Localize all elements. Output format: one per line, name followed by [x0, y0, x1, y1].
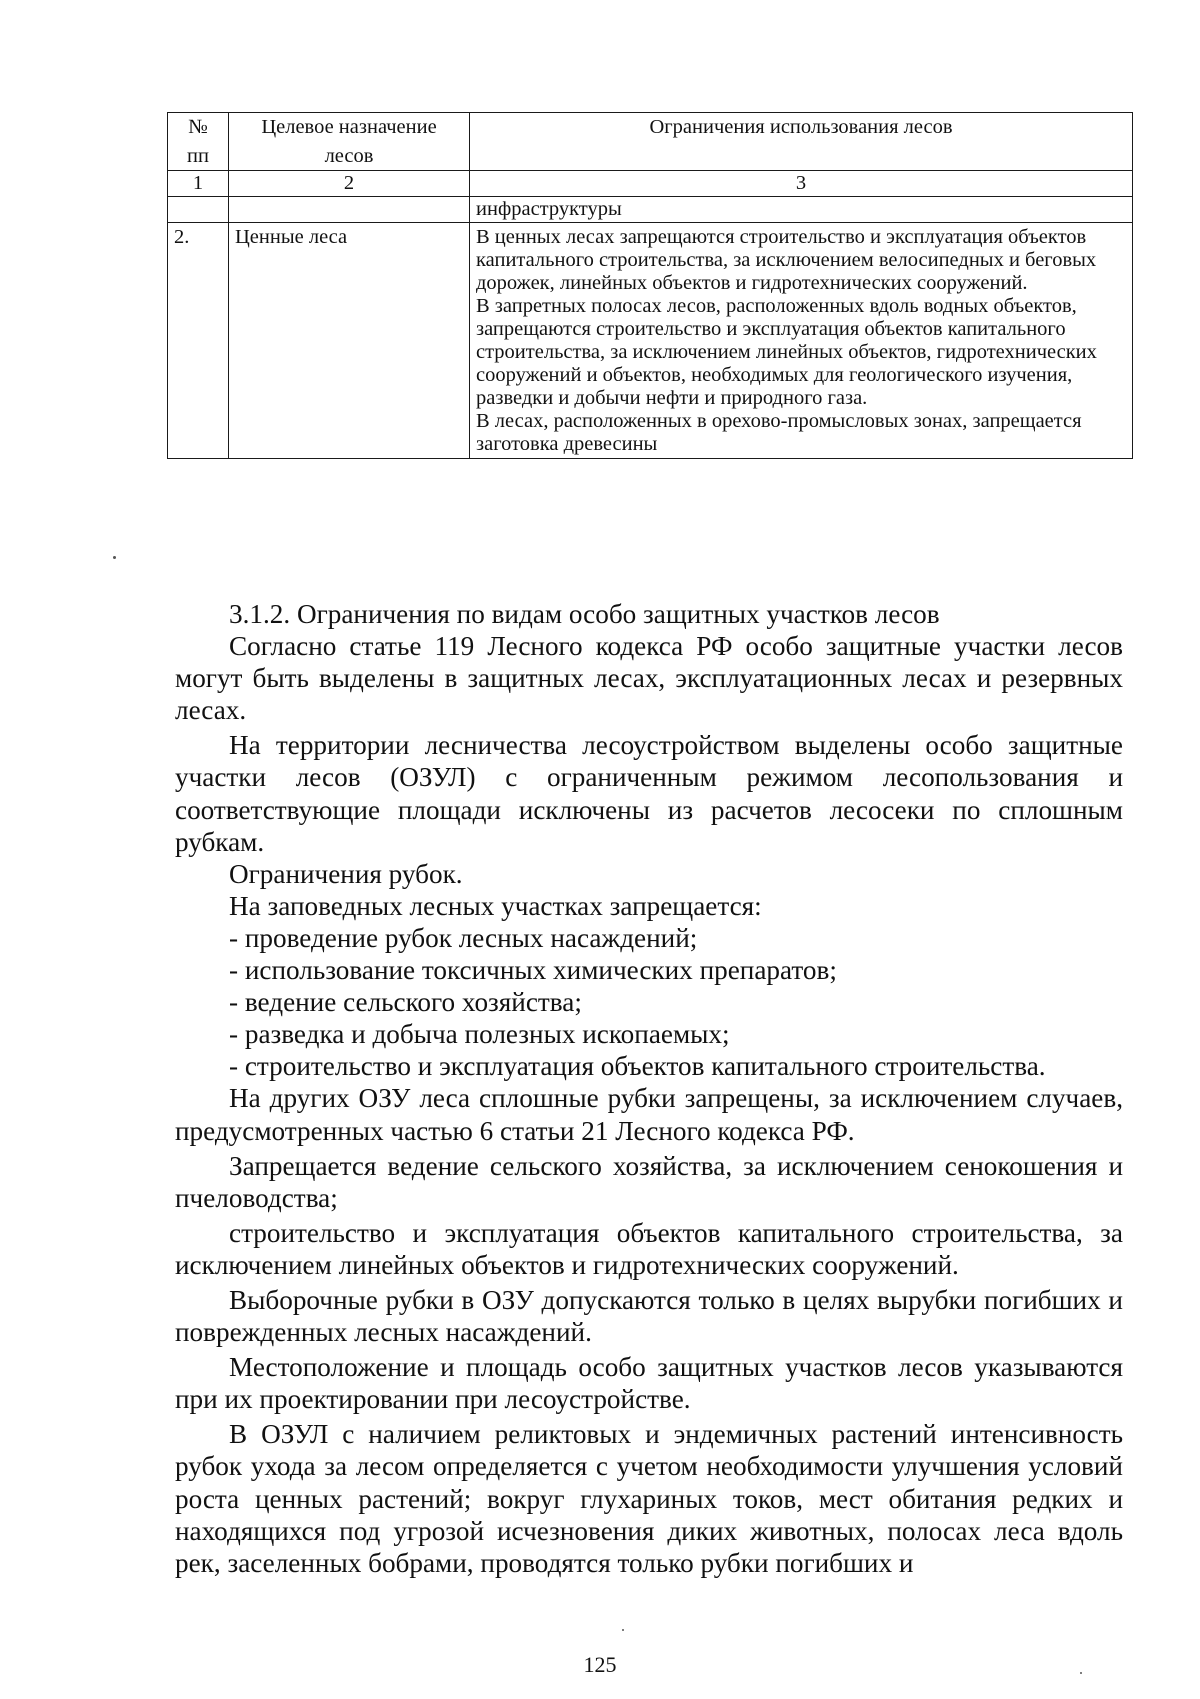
list-item: - ведение сельского хозяйства;: [229, 987, 582, 1018]
continuation-text: инфраструктуры: [470, 197, 1133, 223]
header-number: № пп: [168, 113, 229, 171]
table-row: [168, 223, 1133, 459]
list-item: - строительство и эксплуатация объектов капитального строительства.: [229, 1051, 1046, 1082]
restriction-text: В запретных полосах лесов, расположенных вдоль водных объектов, запрещаются строительство и эксплуатация объектов капитального строительства, за исключением линейных объектов, гидротехнических сооружений и объектов, необходимых для геологического изучения, разведки и добычи нефти и природного газа.: [476, 295, 1097, 410]
paragraph: строительство и эксплуатация объектов капитального строительства, за исключением линейных объектов и гидротехнических сооружений.: [175, 1217, 1123, 1280]
row-number: 2.: [168, 223, 229, 459]
paragraph: Ограничения рубок.: [229, 858, 463, 889]
restriction-text: В ценных лесах запрещаются строительство и эксплуатация объектов капитального строительства, за исключением велосипедных и беговых дорожек, линейных объектов и гидротехнических сооружений.: [476, 226, 1097, 295]
list-item: - разведка и добыча полезных ископаемых;: [229, 1019, 730, 1050]
paragraph: На заповедных лесных участках запрещается:: [229, 890, 762, 921]
section-heading: 3.1.2. Ограничения по видам особо защитных участков лесов: [229, 599, 940, 629]
paragraph: Местоположение и площадь особо защитных участков лесов указываются при их проектировании при лесоустройстве.: [175, 1352, 1123, 1415]
restrictions-table: [167, 112, 1133, 459]
column-number-3: 3: [470, 171, 1133, 197]
table-cell-empty: [168, 197, 229, 223]
table-column-numbers-row: [168, 171, 1133, 197]
scan-speck: [622, 1629, 624, 1631]
table-header-row: [168, 113, 1133, 171]
row-purpose: Ценные леса: [229, 223, 470, 459]
paragraph: Запрещается ведение сельского хозяйства, за исключением сенокошения и пчеловодства;: [175, 1150, 1123, 1213]
paragraph: На других ОЗУ леса сплошные рубки запрещены, за исключением случаев, предусмотренных частью 6 статьи 21 Лесного кодекса РФ.: [175, 1083, 1123, 1146]
row-restrictions: [470, 223, 1133, 459]
paragraph: Выборочные рубки в ОЗУ допускаются только в целях вырубки погибших и поврежденных лесных насаждений.: [175, 1284, 1123, 1348]
list-item: - проведение рубок лесных насаждений;: [229, 922, 698, 953]
body-text: [175, 598, 1123, 1579]
paragraph: Согласно статье 119 Лесного кодекса РФ особо защитные участки лесов могут быть выделены в защитных лесах, эксплуатационных лесах и резервных лесах.: [175, 631, 1123, 726]
header-purpose: Целевое назначение лесов: [229, 113, 470, 171]
column-number-1: 1: [168, 171, 229, 197]
scan-speck: [1080, 1672, 1082, 1674]
scan-speck: [113, 556, 116, 559]
table-cell-empty: [229, 197, 470, 223]
paragraph: В ОЗУЛ с наличием реликтовых и эндемичных растений интенсивность рубок ухода за лесом определяется с учетом необходимости улучшения условий роста ценных растений; вокруг глухариных токов, мест обитания редких и находящихся под угрозой исчезновения диких животных, полосах леса вдоль рек, заселенных бобрами, проводятся только рубки погибших и: [175, 1419, 1123, 1578]
table-continuation-row: [168, 197, 1133, 223]
page-number: 125: [583, 1652, 617, 1677]
column-number-2: 2: [229, 171, 470, 197]
paragraph: На территории лесничества лесоустройством выделены особо защитные участки лесов (ОЗУЛ) с ограниченным режимом лесопользования и соответствующие площади исключены из расчетов лесосеки по сплошным рубкам.: [175, 730, 1123, 857]
list-item: - использование токсичных химических препаратов;: [229, 955, 837, 986]
header-restrictions: Ограничения использования лесов: [470, 113, 1133, 171]
restriction-text: В лесах, расположенных в орехово-промысловых зонах, запрещается заготовка древесины: [476, 410, 1082, 456]
